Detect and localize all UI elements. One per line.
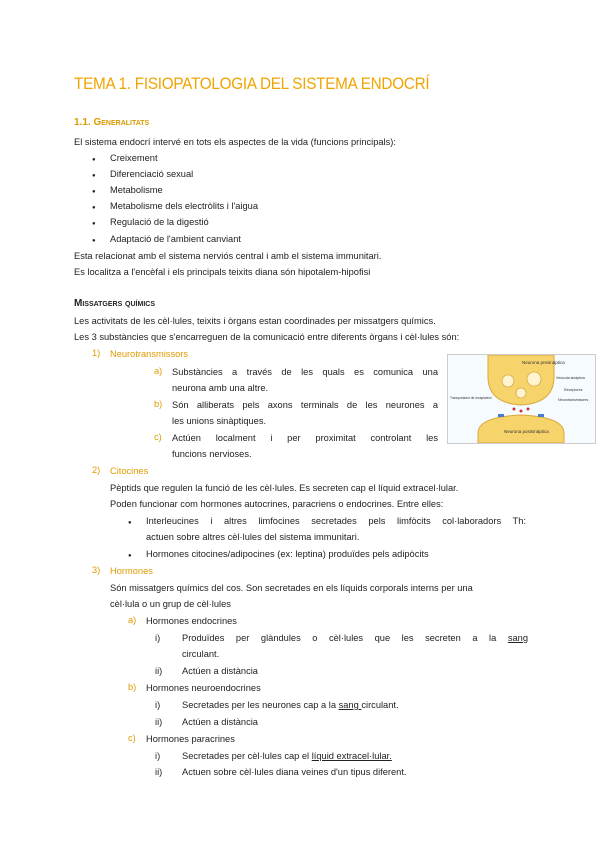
receptor xyxy=(498,414,504,417)
receptor xyxy=(538,414,544,417)
sub-letter: c) xyxy=(154,432,162,442)
section-name: Generalitats xyxy=(93,117,150,128)
label-postsynaptic: Neurona postsináptica xyxy=(504,429,549,434)
item-number: 2) xyxy=(92,465,101,475)
sub-title: Hormones endocrines xyxy=(146,616,237,626)
item-text: Poden funcionar com hormones autocrines, paracriens o endocrines. Entre elles: xyxy=(110,499,444,509)
item-text: Són missatgers químics del cos. Son secretades en els líquids corporals interns per una xyxy=(110,583,473,593)
paragraph: Les activitats de les cèl·lules, teixits i òrgans estan coordinades per missatgers químics. xyxy=(74,316,436,326)
list-item: ● Adaptació de l'ambient canviant xyxy=(110,233,241,245)
synapse-figure xyxy=(447,354,596,444)
label-presynaptic: Neurona presináptica xyxy=(522,360,565,365)
label-transmitter: Neurotransmisores xyxy=(558,398,589,402)
roman-number: i) xyxy=(155,633,161,643)
roman-number: ii) xyxy=(155,767,163,777)
roman-number: i) xyxy=(155,700,161,710)
sub-letter: a) xyxy=(128,615,137,625)
section-number: 1.1. xyxy=(74,117,91,128)
list-item: ● Regulació de la digestió xyxy=(110,216,209,228)
synapse-illustration xyxy=(448,355,595,443)
location-text: Es localitza a l'encèfal i els principals teixits diana són hipotalem-hipofisi xyxy=(74,267,371,277)
point-text: Produïdes per glàndules o cèl·lules que les secreten a la sang xyxy=(182,633,528,643)
sub-text: Substàncies a través de les quals es comunica una xyxy=(172,367,438,377)
vesicle xyxy=(527,372,541,386)
list-item: ● Interleucines i altres limfocines secretades pels limfòcits col·laboradors Th: xyxy=(146,515,526,527)
point-text: Actuen sobre cèl·lules diana veines d'un tipus diferent. xyxy=(182,767,407,777)
label-receptor: Receptores xyxy=(564,388,583,392)
missatgers-heading: Missatgers químics xyxy=(74,298,155,309)
list-item: ● Diferenciació sexual xyxy=(110,168,193,180)
point-text: Secretades per cèl·lules cap el líquid extracel·lular. xyxy=(182,751,392,761)
point-text: Secretades per les neurones cap a la sang circulant. xyxy=(182,700,399,710)
sub-text: neurona amb una altre. xyxy=(172,383,269,393)
label-vesicle: Vesícula sináptica xyxy=(556,376,585,380)
point-text: Actúen a distància xyxy=(182,666,258,676)
sub-title: Hormones neuroendocrines xyxy=(146,683,261,693)
item-title: Hormones xyxy=(110,566,153,576)
sub-text: Actúen localment i per proximitat controlant les xyxy=(172,433,438,443)
item-number: 3) xyxy=(92,565,101,575)
label-transporter: Transportador de recaptación xyxy=(450,396,492,400)
sub-letter: c) xyxy=(128,733,136,743)
list-item-cont: actuen sobre altres cèl·lules del sistema immunitari. xyxy=(146,532,360,542)
page-title: TEMA 1. FISIOPATOLOGIA DEL SISTEMA ENDOCRÍ xyxy=(74,74,430,93)
sub-text: les unions sinàptiques. xyxy=(172,416,267,426)
sub-letter: b) xyxy=(154,399,163,409)
paragraph: Les 3 substàncies que s'encarreguen de la comunicació entre diferents òrgans i cèl·lules són: xyxy=(74,332,460,342)
sub-text: Són alliberats pels axons terminals de les neurones a xyxy=(172,400,438,410)
list-item: ● Hormones citocines/adipocines (ex: leptina) produïdes pels adipòcits xyxy=(146,548,429,560)
list-item: ● Metabolisme dels electròlits i l'aigua xyxy=(110,200,258,212)
roman-number: ii) xyxy=(155,717,163,727)
item-title: Citocines xyxy=(110,466,149,476)
roman-number: i) xyxy=(155,751,161,761)
point-text-cont: circulant. xyxy=(182,649,220,659)
item-title: Neurotransmissors xyxy=(110,349,189,359)
item-text: Pèptids que regulen la funció de les cèl·lules. Es secreten cap el líquid extracel·lular. xyxy=(110,483,459,493)
vesicle xyxy=(502,375,514,387)
sub-text: funcions nervioses. xyxy=(172,449,252,459)
item-number: 1) xyxy=(92,348,101,358)
list-item: ● Creixement xyxy=(110,152,158,164)
sub-letter: a) xyxy=(154,366,163,376)
sub-title: Hormones paracrines xyxy=(146,734,235,744)
sub-letter: b) xyxy=(128,682,137,692)
section-heading xyxy=(74,117,149,128)
point-text: Actúen a distància xyxy=(182,717,258,727)
intro-text: El sistema endocrí intervé en tots els aspectes de la vida (funcions principals): xyxy=(74,137,396,147)
vesicle xyxy=(516,388,526,398)
roman-number: ii) xyxy=(155,666,163,676)
relation-text: Esta relacionat amb el sistema nerviós central i amb el sistema immunitari. xyxy=(74,251,382,261)
item-text: cèl·lula o un grup de cèl·lules xyxy=(110,599,231,609)
list-item: ● Metabolisme xyxy=(110,184,163,196)
